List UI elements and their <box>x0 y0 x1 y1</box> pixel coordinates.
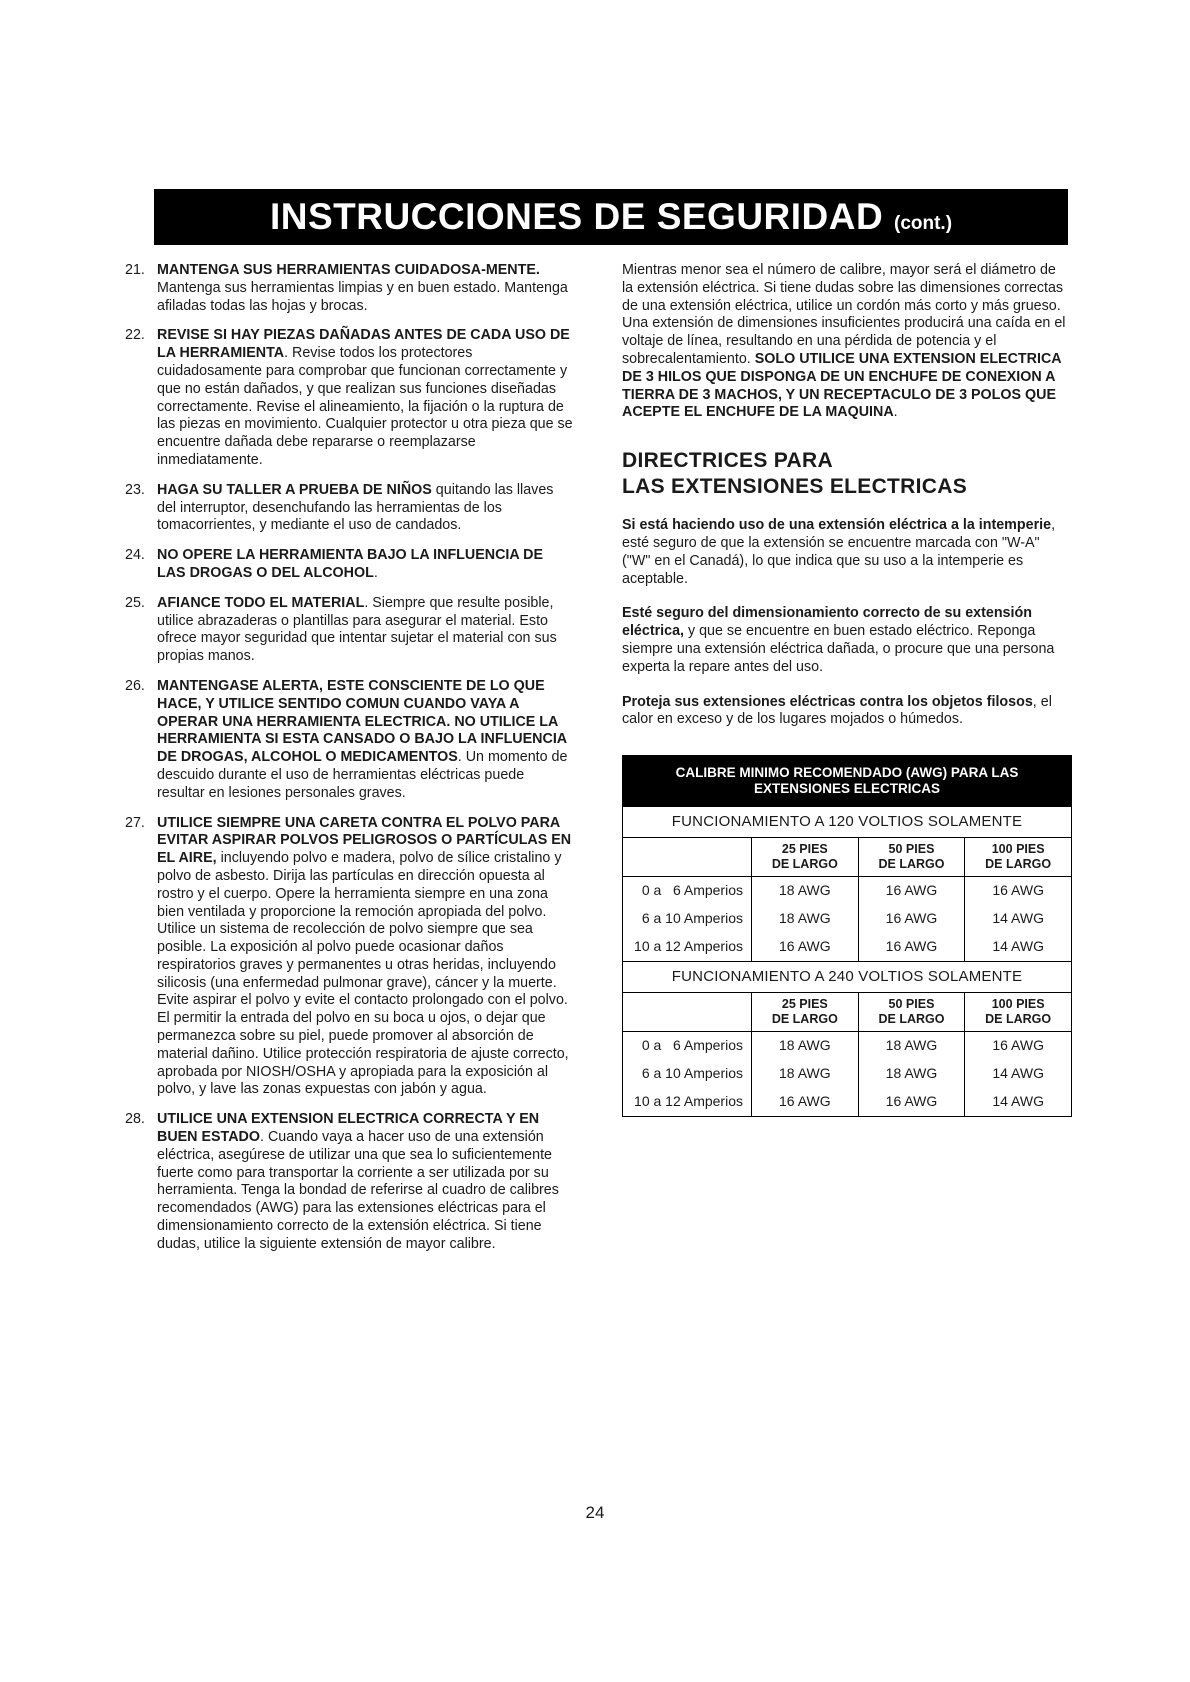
paragraph-text: , esté seguro de que la extensión se encuentre marcada con "W-A" ("W" en el Canadá), lo que indica que su uso a la intemperie es aceptable. <box>622 517 1056 587</box>
awg-cell: 18 AWG <box>752 905 859 933</box>
intro-text: Mientras menor sea el número de calibre, mayor será el diámetro de la extensión eléctrica. Si tiene dudas sobre las dimensiones correctas de una extensión eléctrica, utilice un cordón más corto y más grueso. Una extensión de dimensiones insuficientes producirá una caída en el voltaje de línea, resultando en una pérdida de potencia y el sobrecalentamiento. <box>622 262 1066 367</box>
item-number: 23. <box>125 481 145 498</box>
item-heading: NO OPERE LA HERRAMIENTA BAJO LA INFLUENCIA DE LAS DROGAS O DEL ALCOHOL <box>157 547 544 581</box>
amp-range: 0 a 6 Amperios <box>623 877 752 906</box>
banner-title: INSTRUCCIONES DE SEGURIDAD <box>269 196 884 237</box>
item-text: . Siempre que resulte posible, utilice abrazaderas o plantillas para asegurar el material. Esto ofrece mayor seguridad que intentar sujetar el material con sus propias manos. <box>157 594 557 665</box>
item-number: 28. <box>125 1111 145 1128</box>
table-row <box>623 1060 1072 1088</box>
item-heading: AFIANCE TODO EL MATERIAL <box>157 594 365 611</box>
item-text: . Revise todos los protectores cuidadosamente para comprobar que funcionan correctamente y que no están dañados, y que realizan sus funciones diseñadas correctamente. Revise el alineamiento, la fijación o la ruptura de las piezas en movimiento. Cualquier protector u otra pieza que se encuentre dañada debe repararse o reemplazarse inmediatamente. <box>157 345 573 468</box>
item-number: 26. <box>125 677 145 694</box>
awg-cell: 16 AWG <box>858 933 965 962</box>
paragraph-bold: Esté seguro del dimensionamiento correcto de su extensión eléctrica, <box>622 605 1032 640</box>
item-text: incluyendo polvo e madera, polvo de sílice cristalino y polvo de asbesto. Dirija las partículas en dirección opuesta al rostro y el cuerpo. Opere la herramienta siempre en una zona bien ventilada y proporcione la remoción apropiada del polvo. Utilice un sistema de recolección de polvo siempre que sea posible. La exposición al polvo puede ocasionar daños respiratorios graves y permanentes u otras heridas, incluyendo silicosis (una enfermedad pulmonar grave), cáncer y la muerte. Evite aspirar el polvo y evite el contacto prolongado con el polvo. El permitir la entrada del polvo en su boca u ojos, o dejar que permanezca sobre su piel, puede promover al absorción de material dañino. Utilice protección respiratoria de ajuste correcto, aprobada por NIOSH/OSHA y apropiada para la exposición al polvo, y lave las zonas expuestas con jabón y agua. <box>157 850 569 1098</box>
header-blank <box>623 993 752 1032</box>
table-row <box>623 905 1072 933</box>
amp-range: 10 a 12 Amperios <box>623 933 752 962</box>
table-row <box>623 1032 1072 1061</box>
awg-table <box>622 755 1072 1117</box>
protect-paragraph <box>622 694 1067 730</box>
awg-table-title <box>623 756 1072 807</box>
item-number: 22. <box>125 327 145 344</box>
safety-item-24 <box>125 547 575 583</box>
safety-item-22 <box>125 327 575 469</box>
safety-item-25 <box>125 595 575 666</box>
awg-cell: 16 AWG <box>752 1088 859 1117</box>
awg-cell: 16 AWG <box>965 1032 1072 1061</box>
awg-cell: 14 AWG <box>965 1060 1072 1088</box>
item-heading: MANTENGA SUS HERRAMIENTAS CUIDADOSA-MENTE. <box>157 262 540 278</box>
awg-title-line-2: EXTENSIONES ELECTRICAS <box>753 781 941 797</box>
table-row <box>623 1088 1072 1117</box>
outdoor-paragraph <box>622 517 1067 588</box>
item-number: 21. <box>125 262 145 278</box>
header-50-pies: 50 PIES DE LARGO <box>858 838 965 877</box>
safety-item-28 <box>125 1111 575 1253</box>
header-25-pies: 25 PIES DE LARGO <box>752 993 859 1032</box>
voltage-240-label: FUNCIONAMIENTO A 240 VOLTIOS SOLAMENTE <box>623 962 1072 993</box>
awg-title-line-1: CALIBRE MINIMO RECOMENDADO (AWG) PARA LAS <box>675 765 1019 781</box>
amp-range: 10 a 12 Amperios <box>623 1088 752 1117</box>
section-title-line-2: LAS EXTENSIONES ELECTRICAS <box>622 475 968 499</box>
intro-end: . <box>893 404 898 421</box>
item-text: Mantenga sus herramientas limpias y en buen estado. Mantenga afiladas todas las hojas y brocas. <box>157 279 568 314</box>
safety-item-27 <box>125 815 575 1100</box>
header-25-pies: 25 PIES DE LARGO <box>752 838 859 877</box>
item-number: 24. <box>125 547 145 564</box>
awg-cell: 16 AWG <box>752 933 859 962</box>
safety-item-23 <box>125 482 575 535</box>
awg-cell: 18 AWG <box>752 877 859 906</box>
awg-cell: 16 AWG <box>858 877 965 906</box>
sizing-paragraph <box>622 605 1067 676</box>
awg-cell: 14 AWG <box>965 905 1072 933</box>
item-text: . Cuando vaya a hacer uso de una extensión eléctrica, asegúrese de utilizar una que sea lo suficientemente fuerte como para transportar la corriente a ser utilizada por su herramienta. Tenga la bondad de referirse al cuadro de calibres recomendados (AWG) para las extensiones eléctricas para el dimensionamiento correcto de la extensión eléctrica. Si tiene dudas, utilice la siguiente extensión de mayor calibre. <box>157 1129 559 1252</box>
awg-cell: 18 AWG <box>858 1060 965 1088</box>
item-heading: UTILICE SIEMPRE UNA CARETA CONTRA EL POLVO PARA EVITAR ASPIRAR POLVOS PELIGROSOS O PARTÍCULAS EN EL AIRE, <box>157 814 572 867</box>
item-heading: REVISE SI HAY PIEZAS DAÑADAS ANTES DE CADA USO DE LA HERRAMIENTA <box>157 327 570 362</box>
awg-cell: 14 AWG <box>965 933 1072 962</box>
page-number: 24 <box>585 1503 605 1522</box>
safety-item-21 <box>125 262 575 315</box>
awg-cell: 18 AWG <box>858 1032 965 1061</box>
awg-cell: 18 AWG <box>752 1032 859 1061</box>
table-row <box>623 877 1072 906</box>
item-heading: HAGA SU TALLER A PRUEBA DE NIÑOS <box>157 481 432 498</box>
left-column <box>125 262 575 1266</box>
table-row <box>623 933 1072 962</box>
amp-range: 6 a 10 Amperios <box>623 1060 752 1088</box>
paragraph-text: y que se encuentre en buen estado eléctrico. Reponga siempre una extensión eléctrica dañada, o procure que una persona experta la repare antes del uso. <box>622 623 1055 675</box>
item-number: 27. <box>125 814 145 831</box>
page-header-banner <box>154 189 1068 245</box>
safety-item-26 <box>125 678 575 803</box>
amp-range: 6 a 10 Amperios <box>623 905 752 933</box>
paragraph-bold: Si está haciendo uso de una extensión eléctrica a la intemperie <box>622 517 1052 534</box>
banner-suffix: (cont.) <box>894 213 953 234</box>
right-column <box>622 262 1067 1117</box>
amp-range: 0 a 6 Amperios <box>623 1032 752 1061</box>
header-blank <box>623 838 752 877</box>
voltage-120-label: FUNCIONAMIENTO A 120 VOLTIOS SOLAMENTE <box>623 807 1072 838</box>
item-heading: UTILICE UNA EXTENSION ELECTRICA CORRECTA Y EN BUEN ESTADO <box>157 1111 540 1146</box>
item-number: 25. <box>125 594 145 611</box>
awg-cell: 18 AWG <box>752 1060 859 1088</box>
awg-cell: 16 AWG <box>858 1088 965 1117</box>
item-text: . <box>373 564 378 581</box>
intro-bold: SOLO UTILICE UNA EXTENSION ELECTRICA DE 3 HILOS QUE DISPONGA DE UN ENCHUFE DE CONEXION A TIERRA DE 3 MACHOS, Y UN RECEPTACULO DE 3 POLOS QUE ACEPTE EL ENCHUFE DE LA MAQUINA <box>622 350 1062 421</box>
item-text: . Un momento de descuido durante el uso de herramientas eléctricas puede resultar en lesiones personales graves. <box>157 749 568 801</box>
section-title <box>622 448 1067 500</box>
section-title-line-1: DIRECTRICES PARA <box>622 449 833 473</box>
header-50-pies: 50 PIES DE LARGO <box>858 993 965 1032</box>
header-100-pies: 100 PIES DE LARGO <box>965 993 1072 1032</box>
paragraph-text: , el calor en exceso y de los lugares mojados o húmedos. <box>622 693 1052 728</box>
intro-paragraph <box>622 262 1067 422</box>
awg-cell: 16 AWG <box>965 877 1072 906</box>
awg-cell: 16 AWG <box>858 905 965 933</box>
item-text: quitando las llaves del interruptor, desenchufando las herramientas de los tomacorrientes, y mediante el uso de candados. <box>157 481 554 534</box>
awg-cell: 14 AWG <box>965 1088 1072 1117</box>
item-heading: MANTENGASE ALERTA, ESTE CONSCIENTE DE LO QUE HACE, Y UTILICE SENTIDO COMUN CUANDO VAYA A OPERAR UNA HERRAMIENTA ELECTRICA. NO UTILICE LA HERRAMIENTA SI ESTA CANSADO O BAJO LA INFLUENCIA DE DROGAS, ALCOHOL O MEDICAMENTOS <box>157 677 567 766</box>
paragraph-bold: Proteja sus extensiones eléctricas contra los objetos filosos <box>622 693 1033 710</box>
header-100-pies: 100 PIES DE LARGO <box>965 838 1072 877</box>
